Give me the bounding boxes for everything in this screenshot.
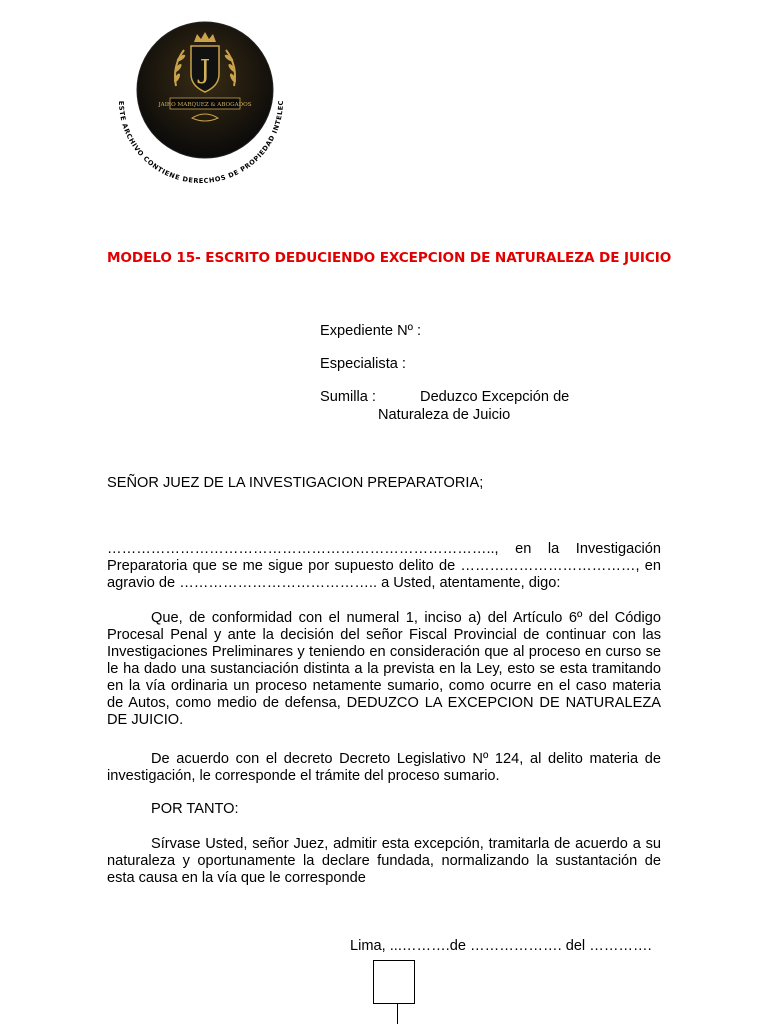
intro-paragraph: …………………………………………………………………….., en la Investigación Preparatoria que se me sigue por supuesto delito de ………………………………, en agravio de ………………………………….. a Usted, atentamente, digo: [107,541,661,591]
signature-box [373,960,415,1004]
monogram-text: J [199,55,211,85]
paragraph-1: Que, de conformidad con el numeral 1, inciso a) del Artículo 6º del Código Procesal Penal y ante la decisión del señor Fiscal Provincial de continuar con las Investigaciones Preliminares y teniendo en consideración que al proceso en curso se le ha dado una sustanciación distinta a la prevista en la Ley, esto se esta tramitando en la vía ordinaria un proceso netamente sumario, como ocurre en el caso materia de Autos, como medio de defensa, DEDUZCO LA EXCEPCION DE NATURALEZA DE JUICIO. [107,610,661,728]
sumilla-row [320,389,569,405]
date-line: Lima, ...……….de ………………. del …………. [350,938,652,954]
especialista-label: Especialista : [320,356,406,372]
firm-logo [106,6,296,196]
salutation: SEÑOR JUEZ DE LA INVESTIGACION PREPARATORIA; [107,475,484,491]
por-tanto-heading: POR TANTO: [151,801,239,817]
firm-seal-graphic [106,6,296,196]
expediente-label: Expediente Nº : [320,323,422,339]
paragraph-3: Sírvase Usted, señor Juez, admitir esta excepción, tramitarla de acuerdo a su naturaleza y oportunamente la declare fundada, normalizando la sustantación de esta causa en la vía que le corresponde [107,836,661,886]
signature-line [397,1004,398,1024]
firm-name-text: JAIRO MARQUEZ & ABOGADOS [158,102,252,108]
paragraph-2: De acuerdo con el decreto Decreto Legislativo Nº 124, al delito materia de investigación, le corresponde el trámite del proceso sumario. [107,751,661,784]
document-title: MODELO 15- ESCRITO DEDUCIENDO EXCEPCION DE NATURALEZA DE JUICIO [107,250,672,266]
sumilla-label: Sumilla : [320,389,376,405]
ring-text: ESTE ARCHIVO CONTIENE DERECHOS DE PROPIEDAD INTELEC [116,99,286,186]
sumilla-line1: Deduzco Excepción de [420,389,570,405]
sumilla-line2: Naturaleza de Juicio [378,407,511,423]
